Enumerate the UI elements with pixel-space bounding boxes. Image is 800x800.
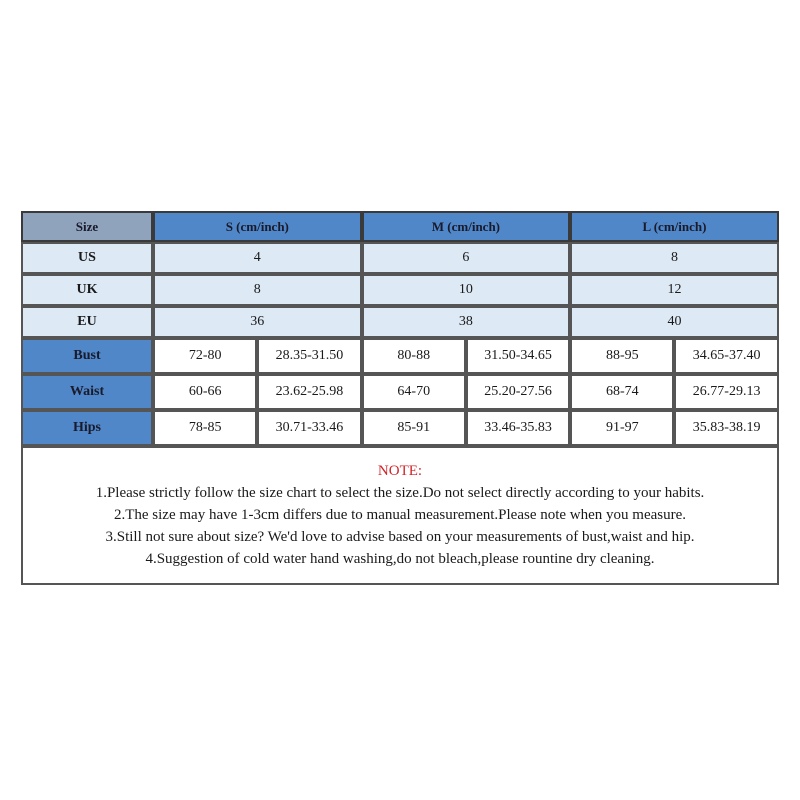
table-cell: 28.35-31.50 [257,338,361,374]
table-cell: 60-66 [153,374,257,410]
table-cell: 36 [153,306,362,338]
table-cell: 91-97 [570,410,674,446]
row-label: Bust [21,338,153,374]
table-cell: 33.46-35.83 [466,410,570,446]
table-cell: 78-85 [153,410,257,446]
table-cell: 12 [570,274,779,306]
table-row-bust [21,338,779,374]
note-line-2: 2.The size may have 1-3cm differs due to manual measurement.Please note when you measure. [113,507,687,523]
table-cell: 30.71-33.46 [257,410,361,446]
header-s: S (cm/inch) [153,211,362,242]
table-row-eu [21,306,779,338]
table-row-waist [21,374,779,410]
table-cell: 10 [362,274,571,306]
table-cell: 68-74 [570,374,674,410]
table-cell: 31.50-34.65 [466,338,570,374]
row-label: Hips [21,410,153,446]
header-size-label: Size [21,211,153,242]
note-line-1: 1.Please strictly follow the size chart to select the size.Do not select directly according to your habits. [95,485,705,501]
table-cell: 8 [153,274,362,306]
table-row-hips [21,410,779,446]
table-cell: 85-91 [362,410,466,446]
table-header-row [21,211,779,242]
row-label: EU [21,306,153,338]
note-line-4: 4.Suggestion of cold water hand washing,do not bleach,please rountine dry cleaning. [145,551,655,567]
note-line-3: 3.Still not sure about size? We'd love to advise based on your measurements of bust,waist and hip. [105,529,695,545]
table-cell: 64-70 [362,374,466,410]
table-cell: 35.83-38.19 [674,410,778,446]
note-title: NOTE: [377,463,423,479]
table-row-us [21,242,779,274]
table-cell: 4 [153,242,362,274]
table-cell: 34.65-37.40 [674,338,778,374]
table-cell: 38 [362,306,571,338]
header-m: M (cm/inch) [362,211,571,242]
table-cell: 80-88 [362,338,466,374]
header-l: L (cm/inch) [570,211,779,242]
table-cell: 72-80 [153,338,257,374]
table-cell: 23.62-25.98 [257,374,361,410]
row-label: UK [21,274,153,306]
table-cell: 6 [362,242,571,274]
note-box [21,446,779,585]
row-label: US [21,242,153,274]
row-label: Waist [21,374,153,410]
table-cell: 40 [570,306,779,338]
table-cell: 8 [570,242,779,274]
table-cell: 26.77-29.13 [674,374,778,410]
table-cell: 25.20-27.56 [466,374,570,410]
table-row-uk [21,274,779,306]
size-chart [21,211,779,585]
table-cell: 88-95 [570,338,674,374]
